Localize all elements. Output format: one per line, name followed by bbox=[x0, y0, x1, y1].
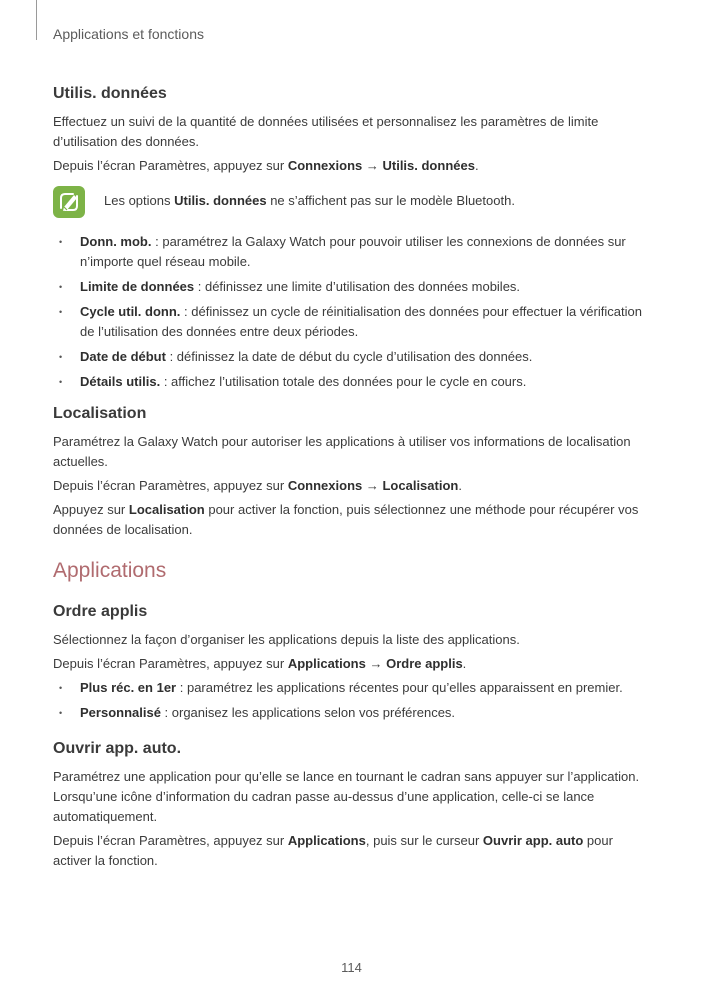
list-item: • Détails utilis. : affichez l’utilisation totale des données pour le cycle en cours. bbox=[53, 372, 653, 392]
list-item: • Personnalisé : organisez les applications selon vos préférences. bbox=[53, 703, 653, 723]
location-section bbox=[53, 404, 653, 540]
location-intro: Paramétrez la Galaxy Watch pour autoriser les applications à utiliser vos informations de localisation actuelles. bbox=[53, 434, 631, 469]
note-text: Les options Utilis. données ne s’affichent pas sur le modèle Bluetooth. bbox=[104, 193, 515, 208]
page-number: 114 bbox=[341, 960, 362, 975]
note-box bbox=[53, 186, 653, 220]
app-order-options bbox=[53, 678, 653, 723]
app-order-title: Ordre applis bbox=[53, 603, 148, 620]
auto-open-section bbox=[53, 739, 653, 871]
applications-heading: Applications bbox=[53, 559, 167, 582]
app-order-intro: Sélectionnez la façon d’organiser les applications depuis la liste des applications. bbox=[53, 632, 520, 647]
auto-open-intro: Paramétrez une application pour qu’elle se lance en tournant le cadran sans appuyer sur l’application. Lorsqu’une icône d’information du cadran passe au-dessus d’une application, celle-ci se lance automatiquement. bbox=[53, 769, 640, 824]
data-usage-path: Depuis l’écran Paramètres, appuyez sur Connexions → Utilis. données. bbox=[53, 158, 479, 173]
note-pencil-icon bbox=[53, 186, 85, 218]
page-header: Applications et fonctions bbox=[53, 26, 204, 42]
location-title: Localisation bbox=[53, 405, 147, 422]
app-order-path: Depuis l’écran Paramètres, appuyez sur Applications → Ordre applis. bbox=[53, 656, 467, 671]
margin-rule bbox=[36, 0, 37, 40]
data-usage-options bbox=[53, 232, 653, 392]
app-order-section bbox=[53, 602, 653, 723]
location-path: Depuis l’écran Paramètres, appuyez sur Connexions → Localisation. bbox=[53, 478, 462, 493]
list-item: • Plus réc. en 1er : paramétrez les applications récentes pour qu’elles apparaissent en premier. bbox=[53, 678, 653, 698]
location-activate: Appuyez sur Localisation pour activer la fonction, puis sélectionnez une méthode pour récupérer vos données de localisation. bbox=[53, 502, 639, 537]
auto-open-title: Ouvrir app. auto. bbox=[53, 740, 182, 757]
data-usage-section bbox=[53, 84, 653, 392]
list-item: • Cycle util. donn. : définissez un cycle de réinitialisation des données pour effectuer la vérification de l’utilisation des données entre deux périodes. bbox=[53, 302, 653, 342]
auto-open-path: Depuis l’écran Paramètres, appuyez sur Applications, puis sur le curseur Ouvrir app. auto pour activer la fonction. bbox=[53, 833, 613, 868]
list-item: • Limite de données : définissez une limite d’utilisation des données mobiles. bbox=[53, 277, 653, 297]
data-usage-title: Utilis. données bbox=[53, 85, 167, 102]
page-content bbox=[53, 84, 653, 881]
list-item: • Donn. mob. : paramétrez la Galaxy Watch pour pouvoir utiliser les connexions de données sur n’importe quel réseau mobile. bbox=[53, 232, 653, 272]
list-item: • Date de début : définissez la date de début du cycle d’utilisation des données. bbox=[53, 347, 653, 367]
data-usage-intro: Effectuez un suivi de la quantité de données utilisées et personnalisez les paramètres de limite d’utilisation des données. bbox=[53, 114, 599, 149]
